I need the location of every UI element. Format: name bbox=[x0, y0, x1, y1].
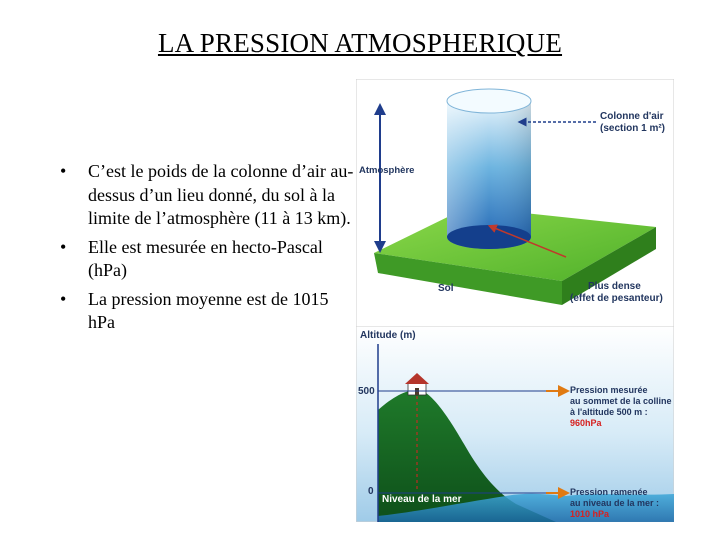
summit-pressure-value: 960hPa bbox=[570, 418, 602, 428]
ground-label: Sol bbox=[438, 283, 454, 294]
sea-pressure-value: 1010 hPa bbox=[570, 509, 610, 519]
column-section-label: (section 1 m²) bbox=[600, 123, 666, 134]
bullet-item: • La pression moyenne est de 1015 hPa bbox=[56, 288, 356, 335]
bullet-item: • C’est le poids de la colonne d’air au-dessus d’un lieu donné, du sol à la limite de l’atmosphère (11 à 13 km). bbox=[56, 160, 356, 231]
summit-pressure-label: Pression mesurée bbox=[570, 385, 648, 395]
tick-500-label: 500 bbox=[358, 386, 375, 397]
air-column-illustration bbox=[356, 79, 674, 329]
denser-label: Plus dense bbox=[588, 281, 641, 292]
summit-pressure-label: à l'altitude 500 m : bbox=[570, 407, 648, 417]
atmosphere-label: Atmosphère bbox=[359, 165, 415, 176]
column-label: Colonne d'air bbox=[600, 111, 664, 122]
page-title: LA PRESSION ATMOSPHERIQUE bbox=[157, 28, 563, 58]
bullet-list bbox=[56, 160, 356, 340]
bullet-item: • Elle est mesurée en hecto-Pascal (hPa) bbox=[56, 236, 356, 283]
summit-pressure-label: au sommet de la colline bbox=[570, 396, 672, 406]
tick-0-label: 0 bbox=[368, 486, 374, 497]
altitude-axis-label: Altitude (m) bbox=[360, 330, 416, 341]
hill-pressure-illustration bbox=[356, 326, 674, 522]
sea-level-label: Niveau de la mer bbox=[382, 494, 462, 505]
air-column bbox=[447, 89, 531, 249]
gravity-effect-label: (effet de pesanteur) bbox=[570, 293, 663, 304]
sea-pressure-label: au niveau de la mer : bbox=[570, 498, 660, 508]
sea-pressure-label: Pression ramenée bbox=[570, 487, 648, 497]
